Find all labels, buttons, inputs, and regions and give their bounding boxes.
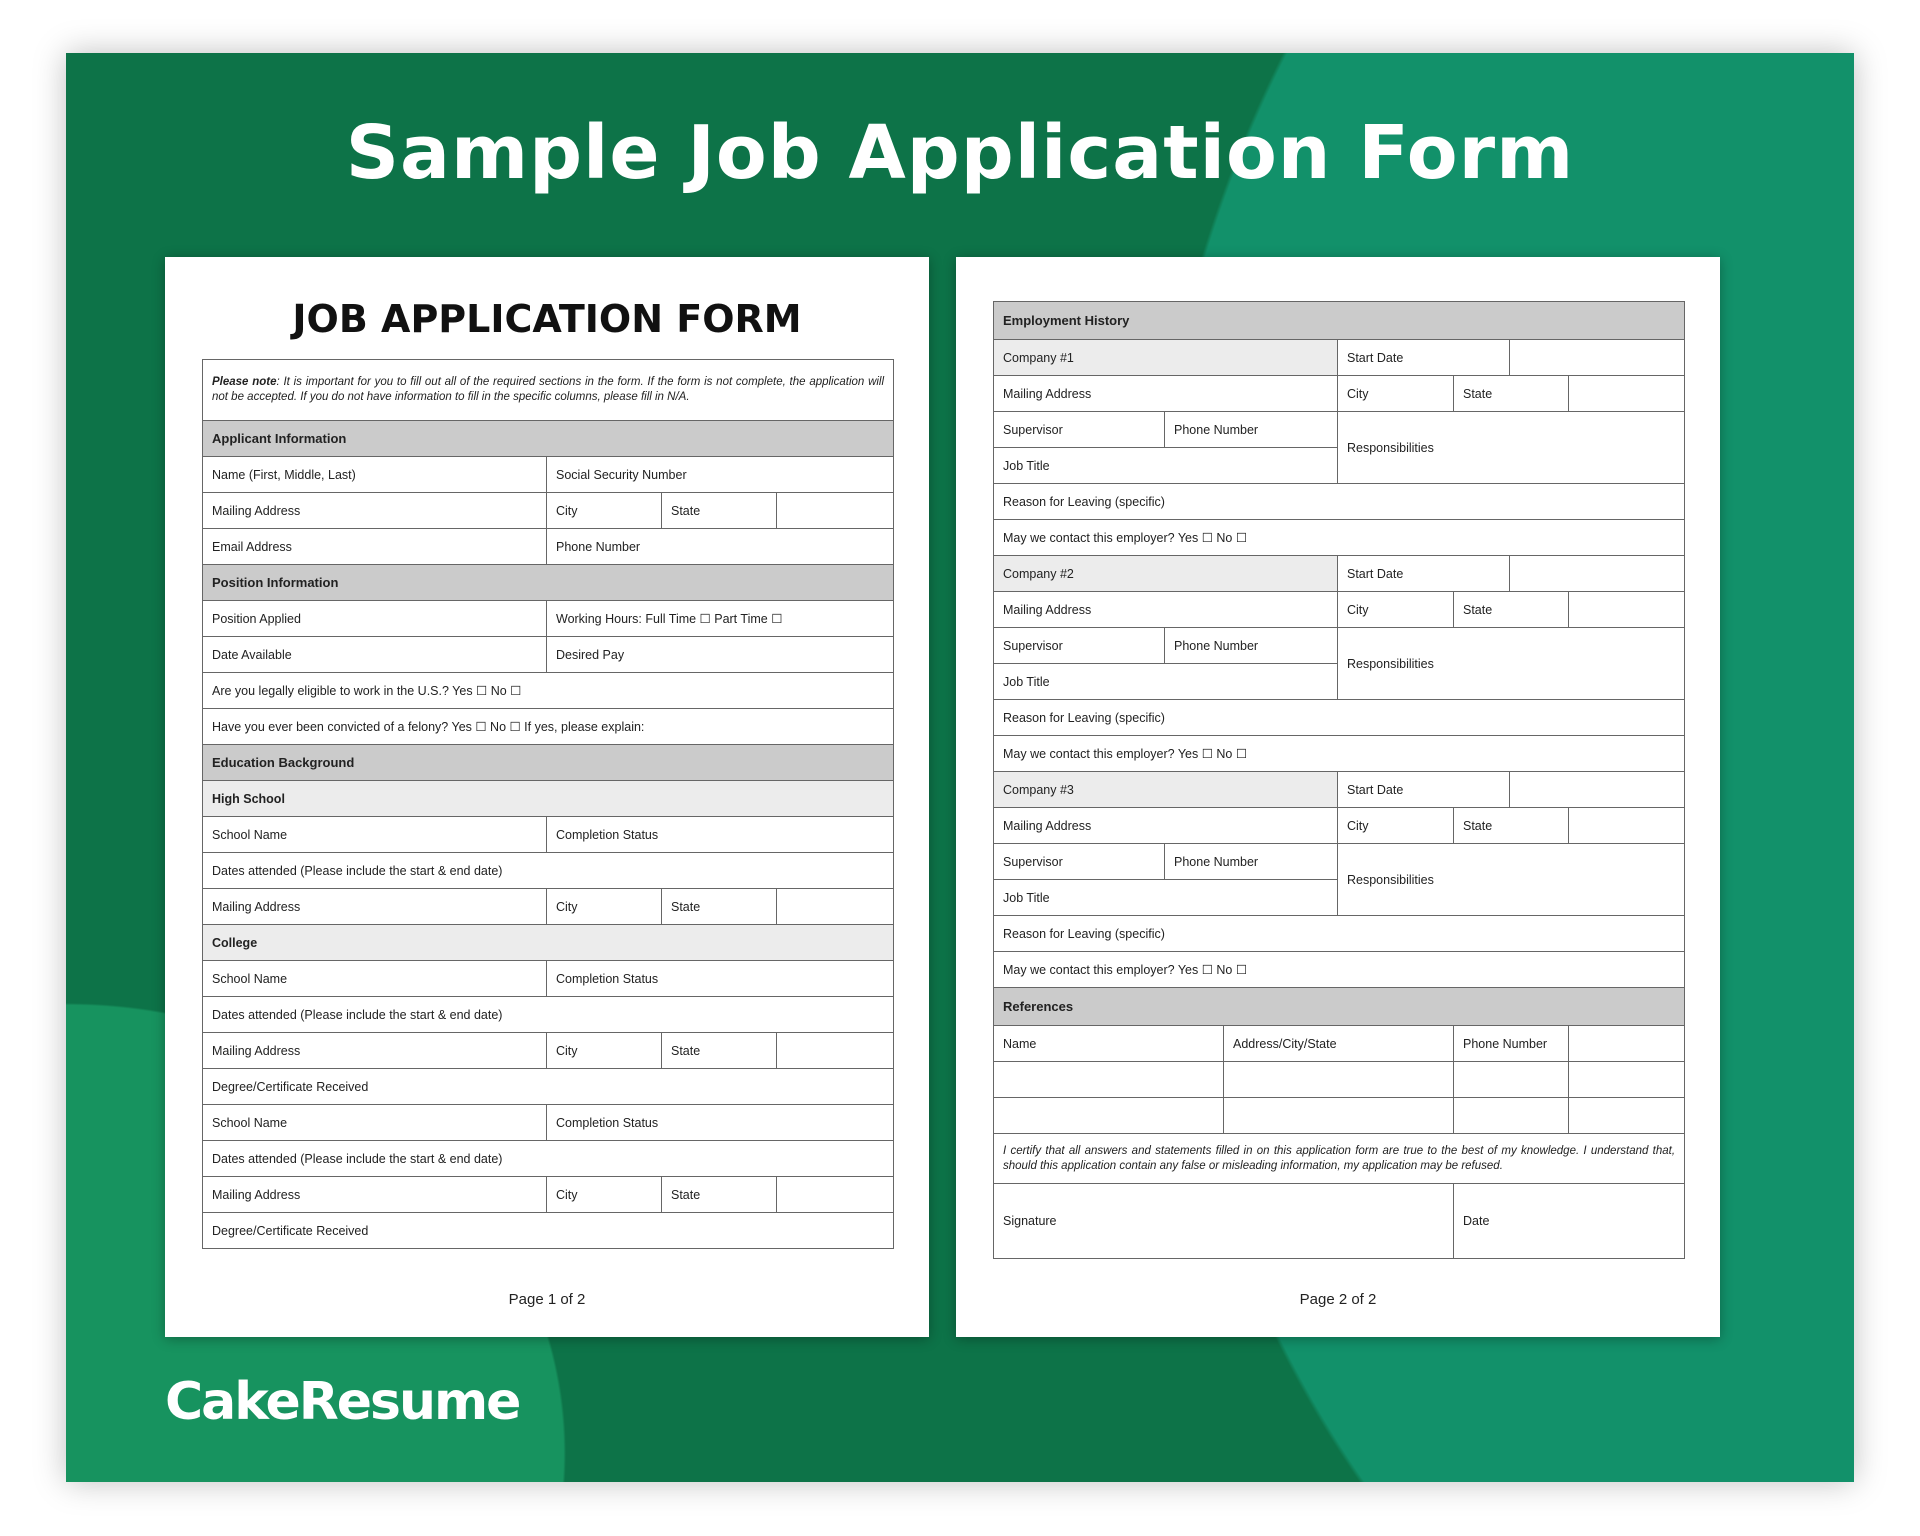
table-row — [203, 1213, 894, 1249]
table-row — [994, 952, 1685, 988]
table-row — [203, 997, 894, 1033]
field-date-available[interactable]: Date Available — [203, 637, 547, 673]
field-job-title[interactable]: Job Title — [994, 448, 1338, 484]
table-row — [994, 844, 1685, 880]
field-input-blank[interactable] — [1569, 376, 1685, 412]
field-reason-for-leaving-specific[interactable]: Reason for Leaving (specific) — [994, 916, 1685, 952]
table-row — [994, 484, 1685, 520]
field-phone-number[interactable]: Phone Number — [1165, 844, 1338, 880]
table-row — [994, 988, 1685, 1026]
field-completion-status[interactable]: Completion Status — [547, 817, 894, 853]
field-city[interactable]: City — [1338, 808, 1454, 844]
field-dates-attended-please-include-the-start-[interactable]: Dates attended (Please include the start & end date) — [203, 997, 894, 1033]
field-dates-attended-please-include-the-start-[interactable]: Dates attended (Please include the start & end date) — [203, 853, 894, 889]
table-row — [203, 673, 894, 709]
field-supervisor[interactable]: Supervisor — [994, 628, 1165, 664]
field-responsibilities[interactable]: Responsibilities — [1338, 628, 1685, 700]
field-input-blank[interactable] — [777, 1177, 894, 1213]
field-input-blank[interactable] — [777, 493, 894, 529]
field-completion-status[interactable]: Completion Status — [547, 961, 894, 997]
field-input-blank[interactable] — [1454, 1098, 1569, 1134]
field-state[interactable]: State — [662, 1033, 777, 1069]
field-phone-number[interactable]: Phone Number — [1165, 412, 1338, 448]
table-row — [994, 736, 1685, 772]
table-row — [203, 817, 894, 853]
field-social-security-number[interactable]: Social Security Number — [547, 457, 894, 493]
table-row — [994, 628, 1685, 664]
field-start-date[interactable]: Start Date — [1338, 556, 1510, 592]
field-job-title[interactable]: Job Title — [994, 880, 1338, 916]
field-input-blank[interactable] — [994, 1098, 1224, 1134]
table-row — [994, 302, 1685, 340]
field-start-date[interactable]: Start Date — [1338, 772, 1510, 808]
table-row — [203, 961, 894, 997]
table-row — [203, 925, 894, 961]
table-row — [203, 889, 894, 925]
field-input-blank[interactable] — [1569, 592, 1685, 628]
section-header-applicant-information: Applicant Information — [203, 421, 894, 457]
field-may-we-contact-this-employer-yes-no[interactable]: May we contact this employer? Yes ☐ No ☐ — [994, 952, 1685, 988]
table-row — [994, 520, 1685, 556]
field-company-3[interactable]: Company #3 — [994, 772, 1338, 808]
field-city[interactable]: City — [547, 493, 662, 529]
page-number: Page 1 of 2 — [508, 1291, 586, 1308]
field-mailing-address[interactable]: Mailing Address — [203, 493, 547, 529]
field-i-certify-that-all-answers-and-statement[interactable]: I certify that all answers and statements filled in on this application form are true to the best of my knowledge. I understand that, should this application contain any false or misleading information, my application may be refused. — [994, 1134, 1685, 1184]
field-working-hours-full-time-part-time[interactable]: Working Hours: Full Time ☐ Part Time ☐ — [547, 601, 894, 637]
field-mailing-address[interactable]: Mailing Address — [994, 376, 1338, 412]
table-row — [994, 1134, 1685, 1184]
table-row — [203, 565, 894, 601]
field-school-name[interactable]: School Name — [203, 1105, 547, 1141]
table-row — [203, 853, 894, 889]
field-address-city-state[interactable]: Address/City/State — [1224, 1026, 1454, 1062]
table-row — [994, 700, 1685, 736]
field-job-title[interactable]: Job Title — [994, 664, 1338, 700]
field-input-blank[interactable] — [1569, 1098, 1685, 1134]
field-phone-number[interactable]: Phone Number — [547, 529, 894, 565]
field-supervisor[interactable]: Supervisor — [994, 844, 1165, 880]
table-row — [994, 1062, 1685, 1098]
field-position-applied[interactable]: Position Applied — [203, 601, 547, 637]
table-row — [203, 601, 894, 637]
table-row — [203, 1141, 894, 1177]
field-input-blank[interactable] — [1569, 1026, 1685, 1062]
field-company-2[interactable]: Company #2 — [994, 556, 1338, 592]
table-row — [203, 457, 894, 493]
field-responsibilities[interactable]: Responsibilities — [1338, 412, 1685, 484]
field-have-you-ever-been-convicted-of-a-felony[interactable]: Have you ever been convicted of a felony? Yes ☐ No ☐ If yes, please explain: — [203, 709, 894, 745]
field-mailing-address[interactable]: Mailing Address — [203, 1033, 547, 1069]
table-row — [994, 1098, 1685, 1134]
field-input-blank[interactable] — [1224, 1062, 1454, 1098]
field-may-we-contact-this-employer-yes-no[interactable]: May we contact this employer? Yes ☐ No ☐ — [994, 736, 1685, 772]
form-page-1 — [165, 257, 929, 1337]
field-state[interactable]: State — [1454, 376, 1569, 412]
table-row — [994, 808, 1685, 844]
table-row — [994, 1026, 1685, 1062]
field-desired-pay[interactable]: Desired Pay — [547, 637, 894, 673]
field-state[interactable]: State — [662, 493, 777, 529]
field-college: College — [203, 925, 894, 961]
form-table-page-1 — [202, 359, 894, 1249]
field-mailing-address[interactable]: Mailing Address — [994, 808, 1338, 844]
table-row — [203, 781, 894, 817]
field-state[interactable]: State — [662, 1177, 777, 1213]
field-school-name[interactable]: School Name — [203, 817, 547, 853]
table-row — [994, 376, 1685, 412]
table-row — [203, 1033, 894, 1069]
form-title: JOB APPLICATION FORM — [292, 297, 802, 341]
table-row — [994, 592, 1685, 628]
field-input-blank[interactable] — [777, 1033, 894, 1069]
field-are-you-legally-eligible-to-work-in-the-[interactable]: Are you legally eligible to work in the U.S.? Yes ☐ No ☐ — [203, 673, 894, 709]
page-title: Sample Job Application Form — [345, 110, 1575, 196]
field-input-blank[interactable] — [1224, 1098, 1454, 1134]
table-row — [203, 1105, 894, 1141]
field-city[interactable]: City — [547, 889, 662, 925]
field-name[interactable]: Name — [994, 1026, 1224, 1062]
table-row — [203, 709, 894, 745]
field-mailing-address[interactable]: Mailing Address — [203, 889, 547, 925]
field-may-we-contact-this-employer-yes-no[interactable]: May we contact this employer? Yes ☐ No ☐ — [994, 520, 1685, 556]
section-header-education-background: Education Background — [203, 745, 894, 781]
field-city[interactable]: City — [1338, 592, 1454, 628]
field-input-blank[interactable] — [994, 1062, 1224, 1098]
section-header-position-information: Position Information — [203, 565, 894, 601]
field-degree-certificate-received[interactable]: Degree/Certificate Received — [203, 1069, 894, 1105]
form-table-page-2 — [993, 301, 1685, 1259]
table-row — [203, 421, 894, 457]
field-mailing-address[interactable]: Mailing Address — [994, 592, 1338, 628]
field-degree-certificate-received[interactable]: Degree/Certificate Received — [203, 1213, 894, 1249]
field-input-blank[interactable] — [777, 889, 894, 925]
table-row — [994, 340, 1685, 376]
cakeresume-logo: CakeResume — [165, 1372, 520, 1432]
table-row — [994, 1184, 1685, 1259]
field-signature[interactable]: Signature — [994, 1184, 1454, 1259]
note-text: : It is important for you to fill out all of the required sections in the form. If the form is not complete, the application will not be accepted. If you do not have information to fill in the specific columns, please fill in N/A. — [212, 376, 885, 403]
field-reason-for-leaving-specific[interactable]: Reason for Leaving (specific) — [994, 484, 1685, 520]
table-row — [203, 360, 894, 421]
field-school-name[interactable]: School Name — [203, 961, 547, 997]
field-city[interactable]: City — [1338, 376, 1454, 412]
field-input-blank[interactable] — [1510, 556, 1685, 592]
field-input-blank[interactable] — [1454, 1062, 1569, 1098]
field-input-blank[interactable] — [1510, 772, 1685, 808]
table-row — [203, 493, 894, 529]
note-label: Please note — [212, 376, 277, 389]
field-mailing-address[interactable]: Mailing Address — [203, 1177, 547, 1213]
field-high-school: High School — [203, 781, 894, 817]
field-completion-status[interactable]: Completion Status — [547, 1105, 894, 1141]
field-phone-number[interactable]: Phone Number — [1454, 1026, 1569, 1062]
table-row — [203, 745, 894, 781]
table-row — [203, 1177, 894, 1213]
note-cell — [203, 360, 894, 421]
form-page-2 — [956, 257, 1720, 1337]
page-number: Page 2 of 2 — [1299, 1291, 1377, 1308]
field-date[interactable]: Date — [1454, 1184, 1685, 1259]
field-email-address[interactable]: Email Address — [203, 529, 547, 565]
field-name-first-middle-last[interactable]: Name (First, Middle, Last) — [203, 457, 547, 493]
field-state[interactable]: State — [662, 889, 777, 925]
table-row — [994, 556, 1685, 592]
section-header-employment-history: Employment History — [994, 302, 1685, 340]
table-row — [203, 529, 894, 565]
field-company-1[interactable]: Company #1 — [994, 340, 1338, 376]
section-header-references: References — [994, 988, 1685, 1026]
table-row — [994, 916, 1685, 952]
field-reason-for-leaving-specific[interactable]: Reason for Leaving (specific) — [994, 700, 1685, 736]
table-row — [994, 772, 1685, 808]
field-responsibilities[interactable]: Responsibilities — [1338, 844, 1685, 916]
field-input-blank[interactable] — [1569, 1062, 1685, 1098]
field-dates-attended-please-include-the-start-[interactable]: Dates attended (Please include the start & end date) — [203, 1141, 894, 1177]
field-phone-number[interactable]: Phone Number — [1165, 628, 1338, 664]
field-city[interactable]: City — [547, 1177, 662, 1213]
table-row — [203, 637, 894, 673]
table-row — [994, 412, 1685, 448]
field-city[interactable]: City — [547, 1033, 662, 1069]
field-input-blank[interactable] — [1510, 340, 1685, 376]
field-state[interactable]: State — [1454, 808, 1569, 844]
field-state[interactable]: State — [1454, 592, 1569, 628]
field-input-blank[interactable] — [1569, 808, 1685, 844]
field-start-date[interactable]: Start Date — [1338, 340, 1510, 376]
field-supervisor[interactable]: Supervisor — [994, 412, 1165, 448]
table-row — [203, 1069, 894, 1105]
